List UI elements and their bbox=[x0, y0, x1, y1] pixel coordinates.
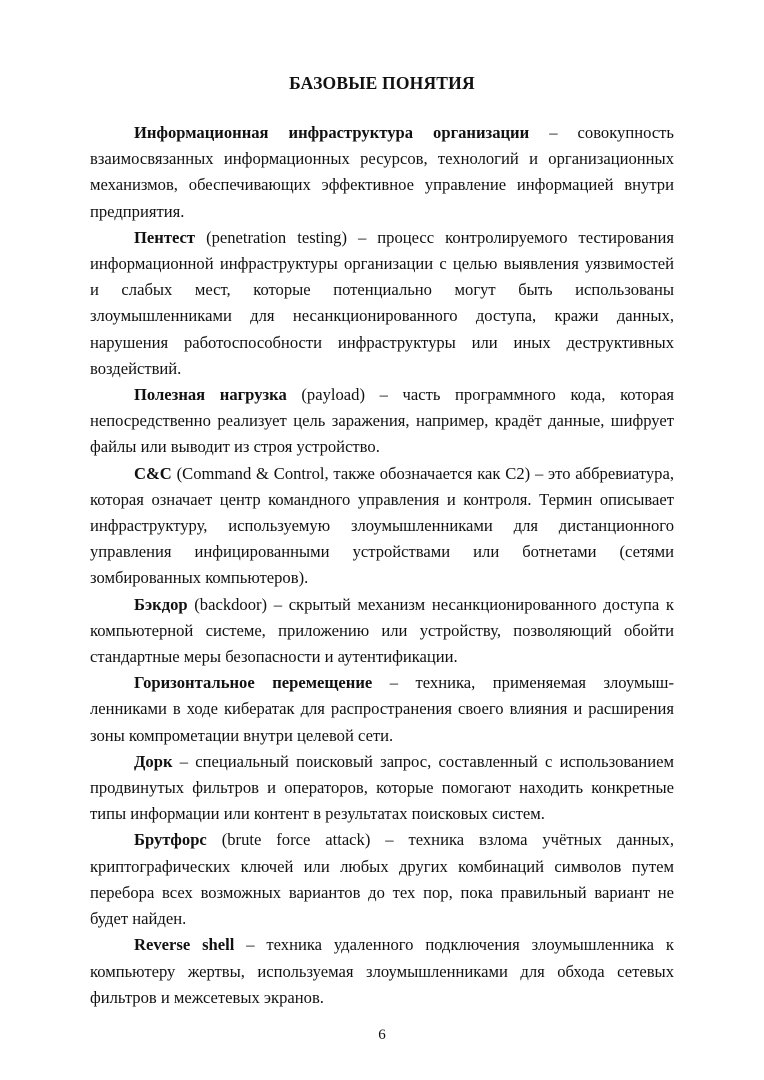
page-title: БАЗОВЫЕ ПОНЯТИЯ bbox=[289, 73, 475, 93]
definition-text: – специальный поисковый запрос, составленный с использованием продвинутых фильтров и операторов, которые помогают находить конкретные типы информации или контент в результатах поисковых систем. bbox=[90, 751, 674, 824]
definition-text: – техника удаленного подключения злоумышленника к компьютеру жертвы, используемая злоумышленниками для обхода сетевых фильтров и межсетевых экранов. bbox=[90, 935, 674, 1007]
definition-text: – техника, применяемая злоумышленниками в ходе кибератак для распространения своего влияния и расширения зоны компрометации внутри целевой сети. bbox=[90, 673, 674, 745]
definition-text: (backdoor) – скрытый механизм несанкционированного доступа к компьютерной системе, приложению или устройству, позволяющий обойти стандартные меры безопасности и аутентификации. bbox=[90, 594, 674, 667]
definition-term: Reverse shell bbox=[134, 935, 235, 955]
definition-term: Информационная инфраструктура организации bbox=[134, 123, 530, 142]
definition-pentest bbox=[90, 225, 674, 382]
definition-infrastructure bbox=[90, 120, 674, 225]
definition-text: (payload) – часть программного кода, которая непосредственно реализует цель заражения, например, крадёт данные, шифрует файлы или выводит из строя устройство. bbox=[90, 385, 674, 457]
definition-term: Брутфорс bbox=[134, 830, 207, 850]
definition-text: (brute force attack) – техника взлома учётных данных, криптографических ключей или любых других комбинаций символов путем перебора всех возможных вариантов до тех пор, пока правильный вариант не будет найден. bbox=[90, 830, 674, 929]
definition-backdoor bbox=[90, 592, 674, 671]
definition-reverse-shell bbox=[90, 932, 674, 1011]
page-number: 6 bbox=[378, 1027, 386, 1043]
definition-dork bbox=[90, 749, 674, 828]
definition-term: C&C bbox=[134, 463, 172, 483]
definition-term: Горизонтальное перемещение bbox=[134, 673, 373, 693]
definition-lateral-movement bbox=[90, 670, 674, 749]
definition-term: Дорк bbox=[134, 751, 173, 771]
definition-text: (Command & Control, также обозначается как C2) – это аббревиатура, которая означает центр командного управления и контроля. Термин описывает инфраструктуру, используемую злоумышленниками для дистанционного управления инфицированными устройствами или ботнетами (сетями зомбированных компьютеров). bbox=[90, 463, 674, 588]
definition-payload bbox=[90, 382, 674, 461]
definition-term: Бэкдор bbox=[134, 594, 188, 614]
definition-text: (penetration testing) – процесс контролируемого тестирования информационной инфраструктуры организации с целью выявления уязвимостей и слабых мест, которые потенциально могут быть использованы злоумышленниками для несанкционированного доступа, кражи данных, нарушения работоспособности инфраструктуры или иных деструктивных воздействий. bbox=[90, 227, 674, 378]
definitions-list bbox=[90, 120, 674, 1011]
definition-text: – совокупность взаимосвязанных информационных ресурсов, технологий и организационных механизмов, обеспечивающих эффективное управление информацией внутри предприятия. bbox=[90, 123, 674, 221]
definition-term: Полезная нагрузка bbox=[134, 385, 287, 405]
definition-term: Пентест bbox=[134, 227, 196, 247]
definition-c2 bbox=[90, 461, 674, 592]
definition-bruteforce bbox=[90, 827, 674, 932]
